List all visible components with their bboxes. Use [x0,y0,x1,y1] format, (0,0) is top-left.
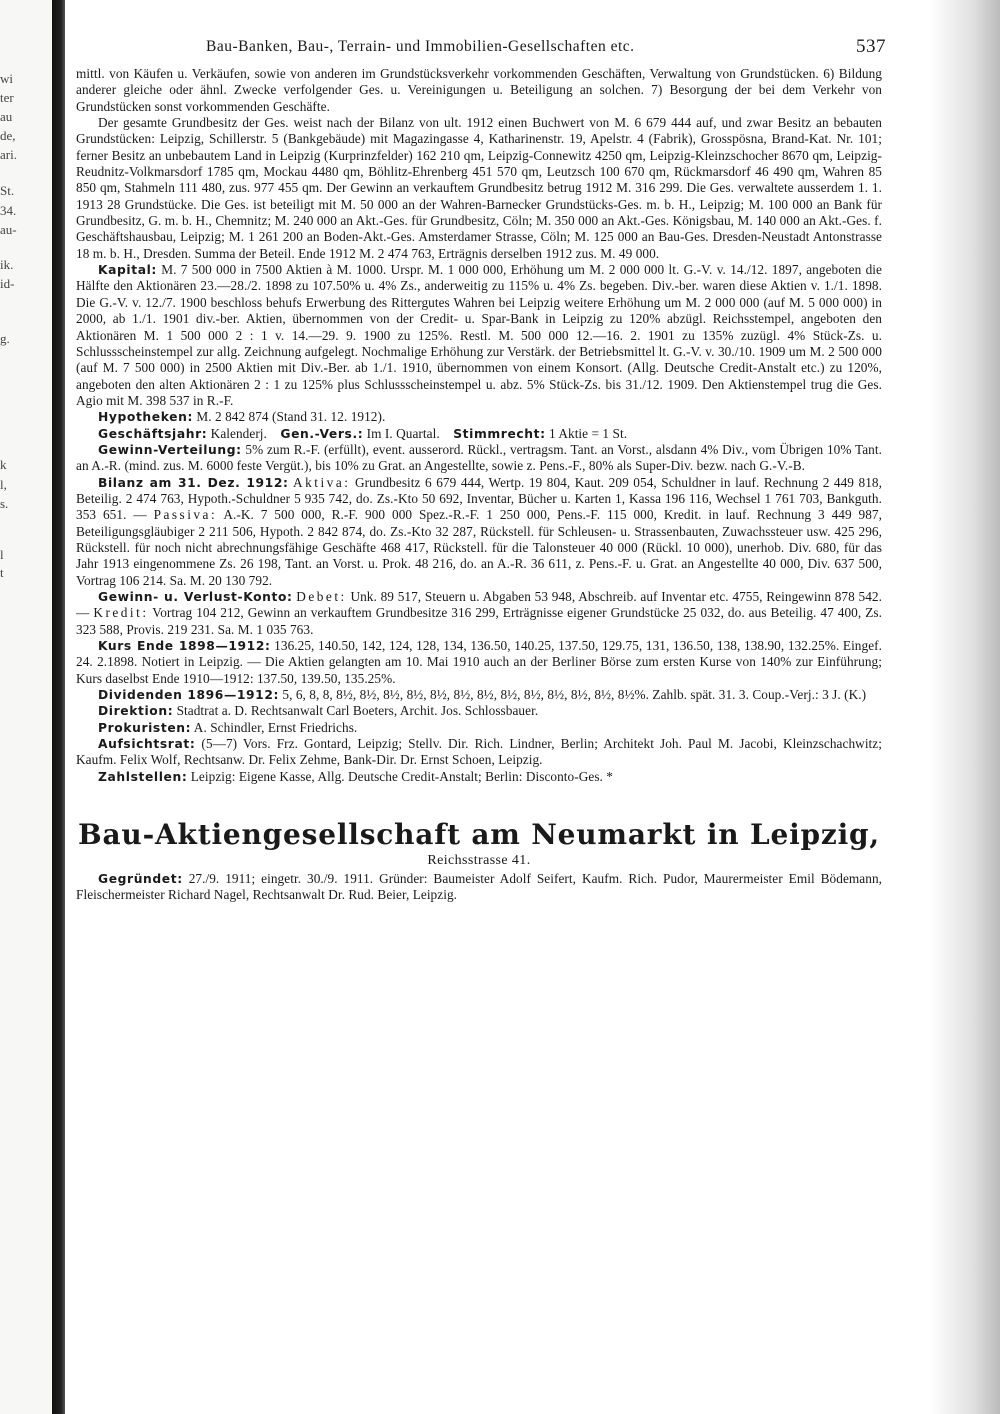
dividenden-entry [76,687,882,703]
dividenden-label: Dividenden 1896—1912: [98,688,279,703]
direktion-entry [76,703,882,719]
margin-fragment: l [0,547,4,562]
geschaeftsjahr-entry [76,426,882,442]
margin-fragment: 34. [0,203,17,218]
aktiva-text: Grundbesitz 6 679 444, Wertp. 19 804, Kaut. 209 054, Schuldner in lauf. Rechnung 2 449 818, Beteilig. 2 474 763, Hypoth.-Schuldner 5 935 742, do. Zs.-Kto 50 692, Inventar, Bücher u. Karten 1, Kassa 196 116, Wechsel 1 761 703, Bankguth. 353 651. — [76,474,882,523]
page-edge-shadow [930,0,1000,1414]
direktion-label: Direktion: [98,704,174,719]
direktion-text: Stadtrat a. D. Rechtsanwalt Carl Boeters, Archit. Jos. Schlossbauer. [176,703,539,719]
hypotheken-label: Hypotheken: [98,410,193,425]
margin-fragment: au- [0,222,17,237]
debet-label: Debet: [296,589,347,604]
margin-fragment: t [0,565,4,580]
book-spine-shadow [52,0,65,1414]
adjacent-page-margin [0,0,53,1414]
gegruendet-entry [76,871,882,904]
bilanz-label: Bilanz am 31. Dez. 1912: [98,475,289,490]
zahlstellen-entry [76,769,882,785]
running-title: Bau-Banken, Bau-, Terrain- und Immobilien-Gesellschaften etc. [206,38,635,55]
aufsichtsrat-label: Aufsichtsrat: [98,737,196,752]
geschaeftsjahr-text: Kalenderj. [210,425,267,441]
gewinnverteilung-entry [76,442,882,475]
passiva-label: Passiva: [153,507,218,523]
hypotheken-text: M. 2 842 874 (Stand 31. 12. 1912). [196,409,386,425]
gegruendet-label: Gegründet: [98,872,183,887]
gewinnverteilung-text: 5% zum R.-F. (erfüllt), event. ausserord. Rückl., vertragsm. Tant. an Vorst., alsdann 4% Div., vom Übrigen 10% Tant. an A.-R. (mind. zus. M. 6000 feste Vergüt.), bis 10% zu Grat. an Angestellte, sowie z. Pens.-F., 80% als Super-Div. bezw. nach G.-V.-B. [76,441,883,474]
genvers-text: Im I. Quartal. [366,425,440,441]
margin-fragment: s. [0,496,9,511]
aufsichtsrat-entry [76,736,882,769]
stimmrecht-text: 1 Aktie = 1 St. [549,425,628,441]
company-entry [76,819,882,904]
bilanz-entry [76,475,882,589]
hypotheken-entry [76,409,882,425]
margin-fragment: wi [0,71,13,86]
company-title: Bau-Aktiengesellschaft am Neumarkt in Leipzig, [78,818,880,852]
aktiva-label: Aktiva: [293,474,351,490]
guv-entry [76,589,882,638]
company-address: Reichsstrasse 41. [427,853,531,869]
running-header [76,30,886,66]
book-page [76,30,886,904]
kredit-label: Kredit: [93,605,149,621]
zahlstellen-text: Leipzig: Eigene Kasse, Allg. Deutsche Credit-Anstalt; Berlin: Disconto-Ges. * [190,768,613,784]
gewinnverteilung-label: Gewinn-Verteilung: [98,442,242,457]
margin-fragment: id- [0,276,15,291]
margin-fragment: k [0,457,7,472]
margin-fragment: St. [0,183,15,198]
geschaeftsjahr-label: Geschäftsjahr: [98,426,208,441]
kredit-text: Vortrag 104 212, Gewinn an verkauftem Grundbesitze 316 299, Erträgnisse eigener Grundstücke 25 032, do. aus Beteilig. 47 400, Zs. 323 588, Provis. 219 231. Sa. M. 1 035 763. [76,605,882,637]
article-body [76,66,882,785]
kapital-entry [76,262,882,409]
passiva-text: A.-K. 7 500 000, R.-F. 900 000 Spez.-R.-F. 1 250 000, Pens.-F. 115 000, Kredit. in lauf. Rechnung 3 449 987, Beteiligungsgläubiger 2 211 506, Hypoth. 2 842 874, do. Zs.-Kto 32 287, Rückstell. für Schleusen- u. Strassenbauten, Zuwachssteuer usw. 425 296, Rückstell. für noch nicht abrechnungsfähige Geschäfte 468 417, Rückstell. für die Talonsteuer 40 000 (Rückl. 10 000), unerhob. Div. 680, für das Jahr 1913 eingenommene Zs. 26 198, Tant. an Vorst. u. Prok. 48 216, do. an A.-R. 36 611, z. Pens.-F. u. Grat. an Angestellte 40 000, Div. 637 500, Vortrag 106 214. Sa. M. 20 130 792. [76,507,883,588]
kapital-text: M. 7 500 000 in 7500 Aktien à M. 1000. Urspr. M. 1 000 000, Erhöhung um M. 2 000 000 lt. G.-V. v. 14./12. 1897, angeboten die Hälfte den Aktionären 23.—28./2. 1898 zu 107.50% u. 4% Zs., anderweitig zu 115% u. 4% Zs. begeben. Div.-ber. waren diese Aktien v. 1./1. 1898. Die G.-V. v. 12./7. 1900 beschloss behufs Erwerbung des Rittergutes Wahren bei Leipzig weitere Erhöhung um M. 2 000 000 (auf M. 5 000 000) in 2000, ab 1./1. 1901 div.-ber. Aktien, übernommen von der Credit- u. Spar-Bank in Leipzig zu 120% abzügl. Reichsstempel, angeboten den Aktionären M. 1 500 000 2 : 1 v. 14.—29. 9. 1900 zu 125%. Restl. M. 500 000 12.—16. 2. 1901 zu 135% zuzügl. 4% Stück-Zs. u. Schlussscheinstempel zur allg. Zeichnung aufgelegt. Nochmalige Erhöhung zur Verstärk. der Betriebsmittel lt. G.-V. v. 30./10. 1909 um M. 2 500 000 (auf M. 7 500 000) in 2500 Aktien mit Div.-Ber. ab 1./1. 1910, übernommen von einem Konsort. (Allg. Deutsche Credit-Anstalt etc.) zu 120%, angeboten den alten Aktionären 2 : 1 zu 125% plus Schlussscheinstempel u. abz. 5% Stück-Zs. bis 31./12. 1909. Den Aktienstempel trug die Ges. Agio mit M. 398 537 in R.-F. [76,262,883,408]
kurs-entry [76,638,882,687]
genvers-label: Gen.-Vers.: [280,426,364,441]
margin-fragment: ari. [0,147,17,162]
intro-paragraph: mittl. von Käufen u. Verkäufen, sowie von anderen im Grundstücksverkehr vorkommenden Geschäften, Verwaltung von Grundstücken. 6) Bildung anderer gleiche oder ähnl. Zwecke verfolgender Ges. u. Vereinigungen u. Beteiligung an solchen. 7) Besorgung der bei dem Verkehr von Grundstücken sonst vorkommenden Geschäfte. [76,66,882,114]
guv-label: Gewinn- u. Verlust-Konto: [98,590,293,604]
grundbesitz-paragraph: Der gesamte Grundbesitz der Ges. weist nach der Bilanz von ult. 1912 einen Buchwert von M. 6 679 444 auf, und zwar Besitz an bebauten Grundstücken: Leipzig, Schillerstr. 5 (Bankgebäude) mit Magazingasse 4, Katharinenstr. 19, Apelstr. 4 (Fabrik), Grosspösna, Brand-Kat. Nr. 101; ferner Besitz an unbebautem Land in Leipzig (Kurprinzfelder) 162 210 qm, Leipzig-Connewitz 4250 qm, Leipzig-Kleinzschocher 8670 qm, Leipzig-Reudnitz-Volkmarsdorf 1785 qm, Mockau 4480 qm, Böhlitz-Ehrenberg 451 570 qm, Leutzsch 100 670 qm, Rückmarsdorf 46 490 qm, Wahren 85 850 qm, Stahmeln 111 480, zus. 977 455 qm. Der Gewinn an verkauftem Grundbesitz betrug 1912 M. 316 299. Die Ges. verwaltete ausserdem 1. 1. 1913 28 Grundstücke. Die Ges. ist beteiligt mit M. 50 000 an der Wahren-Barnecker Grundstücks-Ges. m. b. H., Leipzig; M. 100 000 an Bank für Grundbesitz, G. m. b. H., Chemnitz; M. 240 000 an Akt.-Ges. für Grundbesitz, Cöln; M. 350 000 an Akt.-Ges. Königsbau, M. 140 000 an Akt.-Ges. f. Geschäftshausbau, Leipzig; M. 1 261 200 an Boden-Akt.-Ges. Amsterdamer Strasse, Cöln; M. 125 000 an Bau-Ges. Dresden-Neustadt Antonstrasse 18 m. b. H., Dresden. Summa der Beteil. Ende 1912 M. 2 474 763, Erträgnis derselben 1912 zus. M. 49 000. [76,115,882,261]
page-number: 537 [856,36,886,57]
prokuristen-text: A. Schindler, Ernst Friedrichs. [193,719,358,735]
margin-fragment: de, [0,128,16,143]
margin-fragment: ik. [0,257,14,272]
margin-fragment: ter [0,90,14,105]
prokuristen-entry [76,720,882,736]
kurs-text: 136.25, 140.50, 142, 124, 128, 134, 136.50, 140.25, 137.50, 129.75, 131, 136.50, 138, 138.90, 132.25%. Eingef. 24. 2.1898. Notiert in Leipzig. — Die Aktien gelangten am 10. Mai 1910 auch an der Berliner Börse zum ersten Kurse von 140% zur Einführung; Kurs daselbst Ende 1910—1912: 137.50, 139.50, 135.25%. [76,638,883,686]
prokuristen-label: Prokuristen: [98,720,192,735]
kapital-label: Kapital: [98,263,157,278]
margin-fragment: au [0,109,13,124]
dividenden-text: 5, 6, 8, 8, 8½, 8½, 8½, 8½, 8½, 8½, 8½, 8½, 8½, 8½, 8½, 8½, 8½%. Zahlb. spät. 31. 3. Coup.-Verj.: 3 J. (K.) [282,687,867,703]
company-body [76,871,882,904]
debet-text: Unk. 89 517, Steuern u. Abgaben 53 948, Abschreib. auf Inventar etc. 4755, Reingewinn 878 542. — [76,589,883,621]
aufsichtsrat-text: (5—7) Vors. Frz. Gontard, Leipzig; Stellv. Dir. Rich. Lindner, Berlin; Architekt Joh. Paul M. Jacobi, Kleinzschachwitz; Kaufm. Felix Wolf, Rechtsanw. Dr. Felix Zehme, Bank-Dir. Dr. Ernst Schoen, Leipzig. [76,736,883,768]
kurs-label: Kurs Ende 1898—1912: [98,639,271,654]
zahlstellen-label: Zahlstellen: [98,769,188,784]
gegruendet-text: 27./9. 1911; eingetr. 30./9. 1911. Gründer: Baumeister Adolf Seifert, Kaufm. Rich. Pudor, Maurermeister Emil Bödemann, Fleischermeister Richard Nagel, Rechtsanwalt Dr. Rud. Beier, Leipzig. [76,871,883,903]
stimmrecht-label: Stimmrecht: [453,426,546,441]
margin-fragment: g. [0,331,10,346]
margin-fragment: l, [0,477,7,492]
